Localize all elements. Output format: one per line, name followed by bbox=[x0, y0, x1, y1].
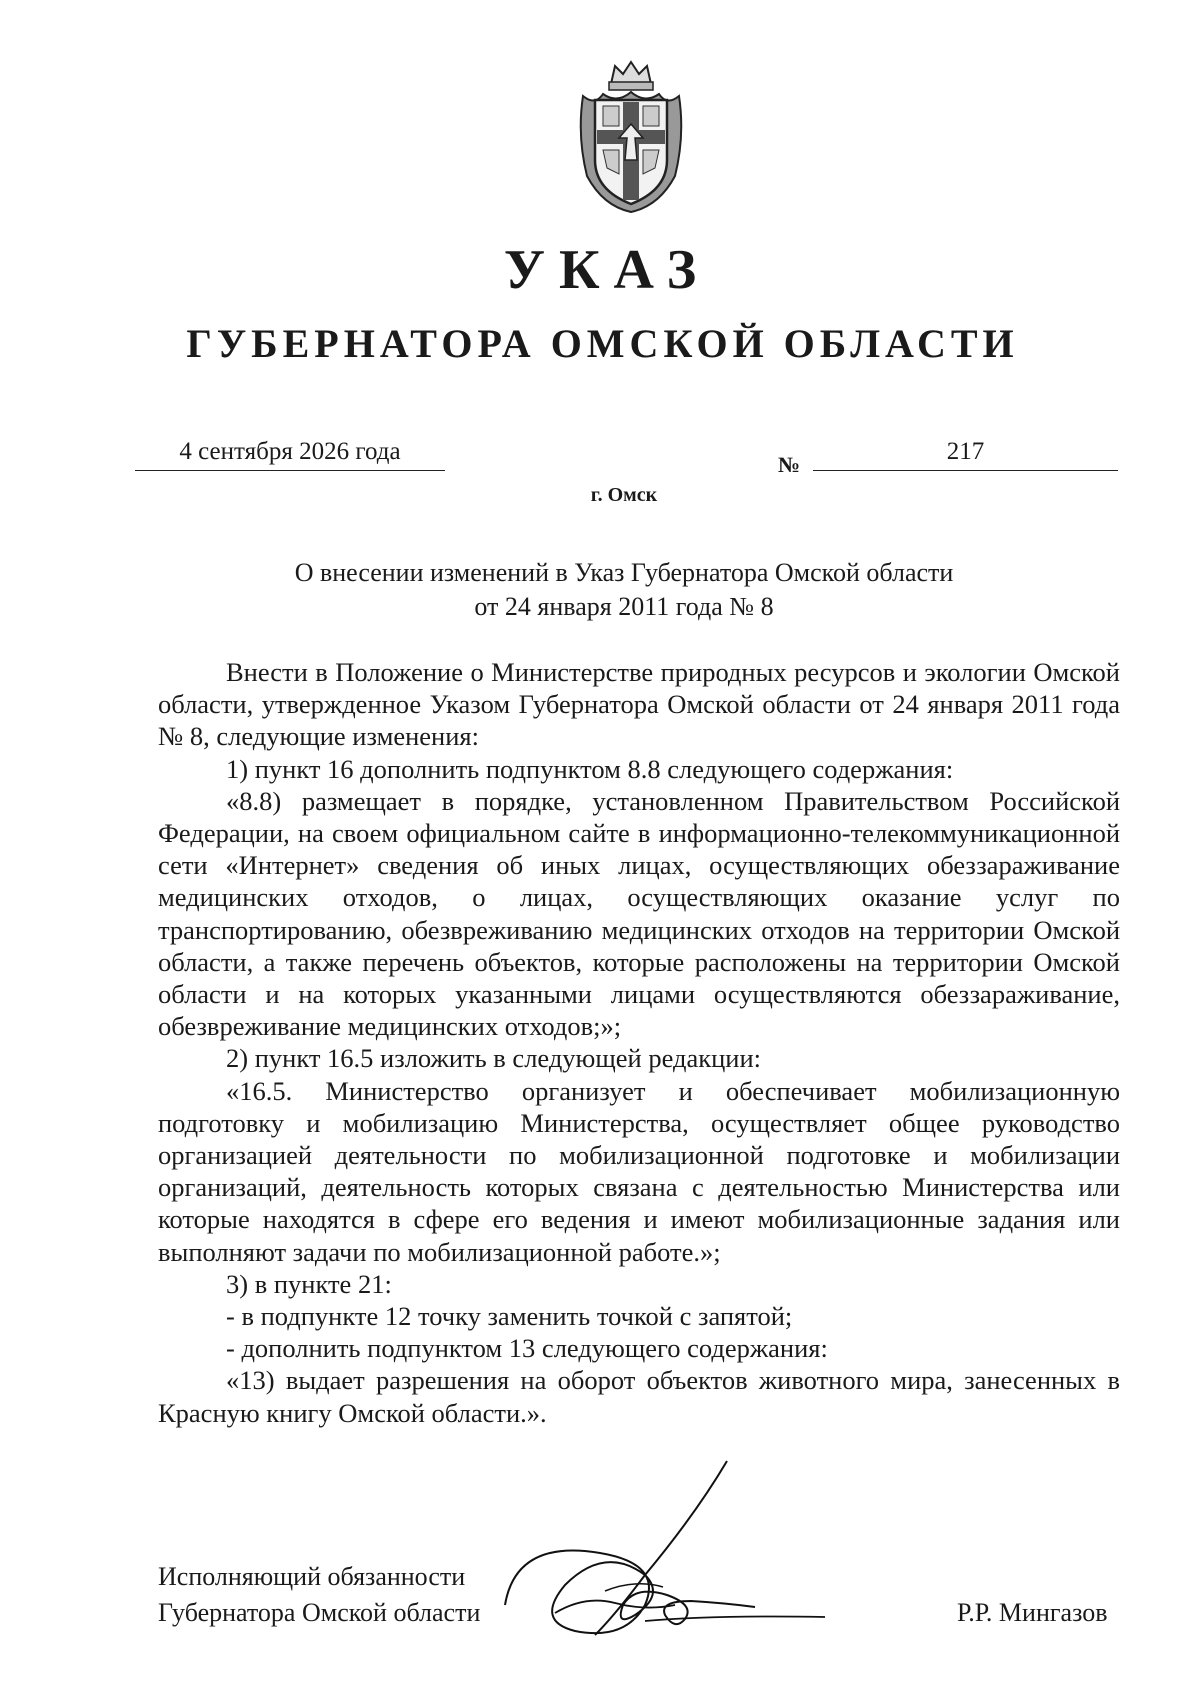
document-subject bbox=[0, 556, 1200, 624]
document-date: 4 сентября 2026 года bbox=[135, 438, 445, 471]
signatory-position bbox=[158, 1559, 480, 1631]
body-paragraph: 3) в пункте 21: bbox=[226, 1268, 392, 1299]
position-line-2: Губернатора Омской области bbox=[158, 1598, 481, 1627]
signatory-name: Р.Р. Мингазов bbox=[957, 1598, 1108, 1627]
body-paragraph: - в подпункте 12 точку заменить точкой с запятой; bbox=[226, 1301, 793, 1332]
body-paragraph: «13) выдает разрешения на оборот объектов животного мира, занесенных в Красную книгу Омской области.». bbox=[158, 1365, 1120, 1428]
document-subtitle: ГУБЕРНАТОРА ОМСКОЙ ОБЛАСТИ bbox=[186, 321, 1019, 366]
document-city: г. Омск bbox=[590, 484, 658, 506]
subject-line-1: О внесении изменений в Указ Губернатора Омской области bbox=[294, 558, 954, 587]
body-paragraph: «8.8) размещает в порядке, установленном Правительством Российской Федерации, на своем официальном сайте в информационно-телекоммуникационной сети «Интернет» сведения об иных лицах, осуществляющих обеззараживание медицинских отходов, о лицах, осуществляющих оказание услуг по транспортированию, обезвреживанию медицинских отходов на территории Омской области, а также перечень объектов, которые расположены на территории Омской области и на которых указанными лицами осуществляются обеззараживание, обезвреживание медицинских отходов;»; bbox=[158, 785, 1120, 1042]
handwritten-signature bbox=[495, 1455, 835, 1655]
coat-of-arms-emblem bbox=[573, 56, 689, 216]
document-title: УКАЗ bbox=[503, 239, 711, 301]
body-paragraph: «16.5. Министерство организует и обеспечивает мобилизационную подготовку и мобилизацию Министерства, осуществляет общее руководство организацией деятельности по мобилизационной подготовке и мобилизации организаций, деятельность которых связана с деятельностью Министерства или которые находятся в сфере его ведения и имеют мобилизационные задания или выполняют задачи по мобилизационной работе.»; bbox=[158, 1075, 1120, 1267]
position-line-1: Исполняющий обязанности bbox=[158, 1562, 466, 1591]
subject-line-2: от 24 января 2011 года № 8 bbox=[474, 592, 774, 621]
body-paragraph: 2) пункт 16.5 изложить в следующей редакции: bbox=[226, 1043, 762, 1074]
document-body bbox=[158, 656, 1120, 1429]
number-sign: № bbox=[778, 452, 801, 477]
body-paragraph: - дополнить подпунктом 13 следующего содержания: bbox=[226, 1333, 828, 1364]
body-paragraph: Внести в Положение о Министерстве природных ресурсов и экологии Омской области, утвержденное Указом Губернатора Омской области от 24 января 2011 года № 8, следующие изменения: bbox=[158, 657, 1120, 752]
body-paragraph: 1) пункт 16 дополнить подпунктом 8.8 следующего содержания: bbox=[226, 753, 954, 784]
document-number: 217 bbox=[813, 438, 1118, 471]
